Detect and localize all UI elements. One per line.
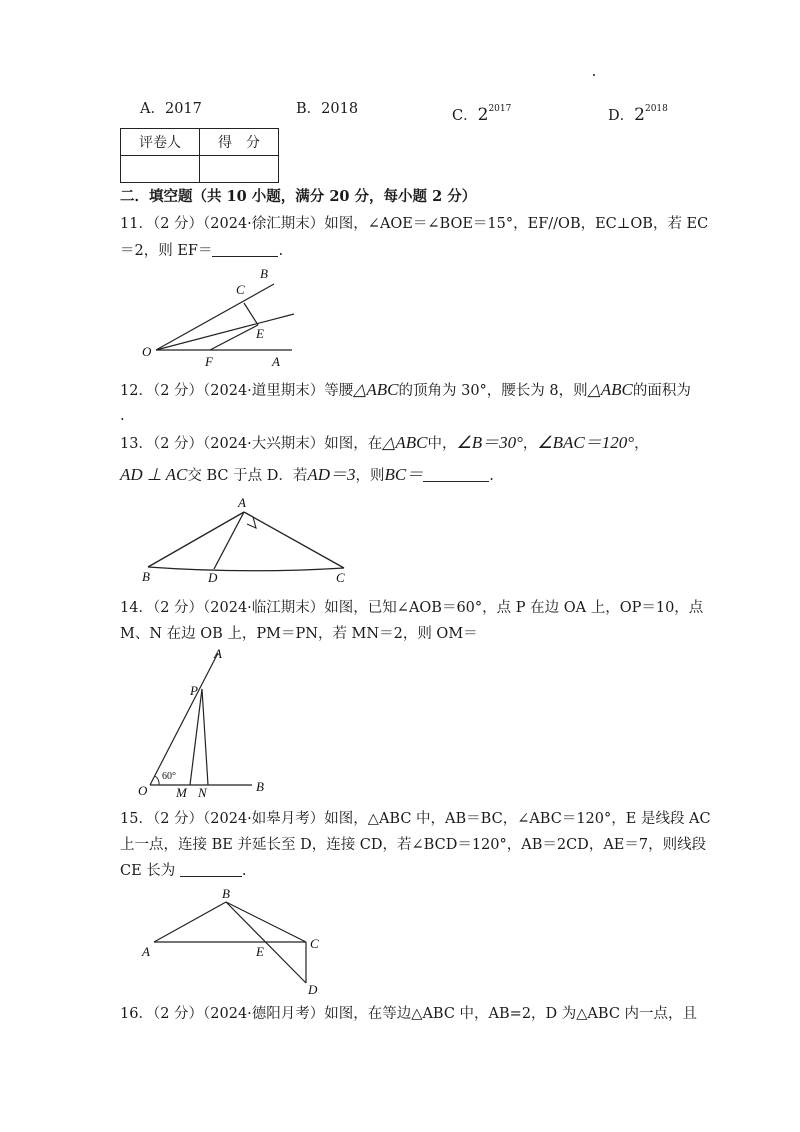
q15-label-a: A (142, 944, 150, 959)
q14-label-p: P (190, 683, 198, 698)
option-c-exp: 2017 (488, 104, 512, 114)
option-d-label: D． (608, 108, 635, 124)
q15-period: . (241, 863, 247, 879)
option-b-label: B． (296, 101, 322, 117)
option-d-exp: 2018 (644, 104, 668, 114)
score-header: 得 分 (200, 129, 279, 156)
q15-label-b: B (222, 888, 230, 901)
q13-figure (136, 494, 356, 586)
reviewer-cell[interactable] (121, 156, 200, 183)
q14-label-b: B (256, 779, 264, 794)
option-c-label: C． (452, 108, 478, 124)
q11-label-b: B (260, 266, 268, 281)
q15-line3 (120, 861, 247, 881)
q13-part4: ，则 (355, 468, 385, 484)
q12-triangle-2: △ABC (587, 380, 633, 399)
q13-sep: ， (522, 436, 538, 452)
section-title: 二．填空题（共 10 小题，满分 20 分，每小题 2 分） (120, 188, 477, 205)
q14-line1: 14．（2 分）（2024·临江期末）如图，已知∠AOB＝60°，点 P 在边 OA 上，OP＝10，点 (120, 600, 704, 616)
q11-answer-blank[interactable] (212, 242, 278, 257)
q13-part1: 13．（2 分）（2024·大兴期末）如图，在 (120, 436, 383, 452)
q11-figure (130, 264, 310, 374)
option-b-value: 2018 (321, 101, 359, 117)
q13-line1 (120, 433, 649, 454)
q11-label-o: O (142, 344, 152, 359)
q13-ad-value: AD＝3 (307, 465, 356, 484)
q15-line2: 上一点，连接 BE 并延长至 D，连接 CD，若∠BCD＝120°，AB＝2CD，AE＝7，则线段 (120, 837, 707, 853)
q11-label-f: F (205, 354, 213, 369)
q11-text: ＝2，则 EF＝ (120, 243, 213, 259)
page-mark (593, 74, 595, 76)
q12-triangle-1: △ABC (353, 380, 399, 399)
q13-label-d: D (208, 570, 218, 585)
score-cell[interactable] (200, 156, 279, 183)
q15-label-c: C (310, 936, 319, 951)
q14-label-n: N (198, 785, 207, 800)
reviewer-header: 评卷人 (121, 129, 200, 156)
q14-label-m: M (176, 785, 187, 800)
q14-label-o: O (138, 783, 148, 798)
q13-label-a: A (238, 495, 246, 510)
score-table (120, 128, 279, 183)
q12-line1 (120, 380, 691, 401)
q14-label-a: A (214, 646, 222, 661)
q14-angle-label: 60° (162, 771, 176, 782)
q15-answer-blank[interactable] (180, 862, 242, 877)
q16-line1: 16．（2 分）（2024·德阳月考）如图，在等边△ABC 中，AB=2，D 为△ABC 内一点，且 (120, 1006, 698, 1022)
option-d-base: 2 (634, 105, 645, 125)
q15-line1: 15．（2 分）（2024·如皋月考）如图，△ABC 中，AB＝BC，∠ABC＝120°，E 是线段 AC (120, 811, 711, 827)
q11-period: . (278, 243, 284, 259)
option-c (452, 99, 511, 126)
q12-line2: . (120, 408, 125, 424)
q13-angle-bac: ∠BAC＝120° (537, 433, 635, 452)
q12-part1: 12．（2 分）（2024·道里期末）等腰 (120, 383, 354, 399)
q13-part2: 中， (427, 436, 457, 452)
option-a-label: A． (140, 101, 165, 117)
q14-figure (130, 645, 275, 805)
option-c-base: 2 (477, 105, 489, 125)
option-a-value: 2017 (164, 101, 202, 117)
q14-line2: M、N 在边 OB 上，PM＝PN，若 MN＝2，则 OM＝ (120, 626, 478, 642)
q11-line2 (120, 241, 283, 261)
q15-label-d: D (308, 982, 318, 997)
option-d (608, 99, 668, 126)
q11-label-e: E (256, 326, 264, 341)
q12-part2: 的顶角为 30°，腰长为 8，则 (398, 383, 588, 399)
q13-bc: BC＝ (384, 465, 424, 484)
q13-triangle: △ABC (382, 433, 428, 452)
q11-label-a: A (272, 354, 280, 369)
q13-line2 (120, 465, 494, 486)
q13-angle-b: ∠B＝30° (456, 433, 523, 452)
option-a (140, 99, 202, 119)
q15-figure (136, 888, 336, 1000)
q13-part3: 交 BC 于点 D．若 (187, 468, 308, 484)
q13-end2: . (489, 468, 494, 484)
q13-label-c: C (336, 570, 345, 585)
option-b (296, 99, 358, 119)
q11-label-c: C (236, 282, 245, 297)
q12-part3: 的面积为 (632, 383, 691, 399)
q13-label-b: B (142, 569, 150, 584)
q15-text: CE 长为 (120, 863, 176, 879)
q13-end1: ， (634, 436, 649, 452)
q11-line1: 11．（2 分）（2024·徐汇期末）如图，∠AOE＝∠BOE＝15°，EF//OB，EC⊥OB，若 EC (120, 216, 709, 232)
q15-label-e: E (256, 944, 264, 959)
q13-ad-perp: AD ⊥ AC (120, 465, 188, 484)
q13-answer-blank[interactable] (423, 467, 489, 482)
